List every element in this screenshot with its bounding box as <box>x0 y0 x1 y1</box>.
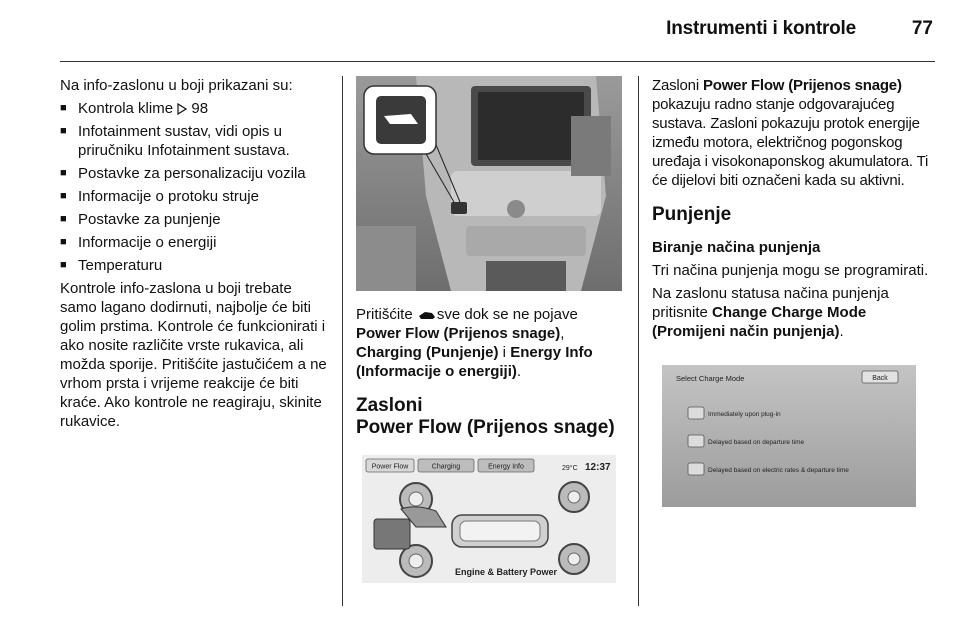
period-text: . <box>839 323 844 340</box>
list-item <box>60 99 328 118</box>
change-charge-mode-ref: Change Charge Mode (Promijeni način punjenja) <box>652 304 867 340</box>
page-reference-icon <box>177 103 187 115</box>
zasloni-text: Zasloni <box>652 77 699 94</box>
screen-title: Select Charge Mode <box>676 374 745 383</box>
intro-text: Na info-zaslonu u boji prikazani su: <box>60 77 293 94</box>
option-label: Delayed based on departure time <box>708 439 805 446</box>
page-number: 77 <box>911 18 933 39</box>
charge-mode-screen-image <box>662 365 916 507</box>
column-2 <box>356 76 626 589</box>
column-1 <box>60 76 328 435</box>
section-heading-punjenje: Punjenje <box>652 204 732 225</box>
column-3 <box>652 76 938 507</box>
header-divider <box>60 61 935 62</box>
and-text: i <box>502 344 507 361</box>
option-label: Delayed based on electric rates & departure time <box>708 467 849 474</box>
zasloni-description: pokazuju radno stanje odgovarajućeg sustava. Zasloni pokazuju protok energije između motora, električnog pogonskog uređaja i visokonaponskog akumulatora. Ti će dijelovi biti označeni kada su aktivni. <box>652 96 929 189</box>
section-heading <box>356 395 626 439</box>
subheading: Biranje načina punjenja <box>652 239 821 256</box>
engine-icon <box>374 519 410 549</box>
tab-energy-info-label: Energy Info <box>488 463 524 471</box>
column-divider-right <box>638 76 639 606</box>
heading-line-2: Power Flow (Prijenos snage) <box>356 417 615 438</box>
period-text: . <box>516 363 522 380</box>
charging-ref: Charging (Punjenje) <box>356 344 499 361</box>
page-header-title: Instrumenti i kontrole <box>666 18 856 39</box>
center-console-photo <box>356 76 622 291</box>
screen-temperature: 29°C <box>562 465 578 472</box>
list-item: ■ Informacije o energiji <box>60 233 328 252</box>
power-flow-ref: Power Flow (Prijenos snage) <box>356 325 561 342</box>
column-divider-left <box>342 76 343 606</box>
comma-text: , <box>560 325 565 342</box>
energy-info-ref: Energy Info (Informacije o energiji) <box>356 344 593 380</box>
usage-paragraph: Kontrole info-zaslona u boji trebate samo lagano dodirnuti, najbolje će biti golim prstima. Kontrole će funkcionirati i ako nosite različite vrste rukavica, ali možda sporije. Pritišćite jastučićem a ne vrhom prsta i vrijeme reakcije će biti kraće. Ako kontrole ne reagiraju, skinite rukavice. <box>60 280 327 430</box>
heading-line-1: Zasloni <box>356 395 423 416</box>
power-flow-ref: Power Flow (Prijenos snage) <box>702 77 902 94</box>
back-button-label: Back <box>872 375 888 382</box>
car-button-icon <box>417 309 437 321</box>
list-item: ■ Temperaturu <box>60 256 328 275</box>
list-item-text: Kontrola klime <box>78 100 174 117</box>
option-checkbox <box>688 463 704 475</box>
feature-list <box>60 99 328 275</box>
press-text-end: sve dok se ne pojave <box>436 306 578 323</box>
tab-charging-label: Charging <box>431 463 461 471</box>
press-text-start: Pritišćite <box>356 306 413 323</box>
power-flow-screen-image <box>356 449 622 589</box>
option-checkbox <box>688 435 704 447</box>
list-item: ■ Informacije o protoku struje <box>60 187 328 206</box>
tab-power-flow-label: Power Flow <box>371 463 409 471</box>
option-checkbox <box>688 407 704 419</box>
screens-description <box>652 76 938 190</box>
screen-caption: Engine & Battery Power <box>454 567 558 577</box>
charge-paragraph-2 <box>652 284 938 341</box>
list-item: ■ Postavke za personalizaciju vozila <box>60 164 328 183</box>
press-instruction <box>356 305 626 381</box>
charge-paragraph-1: Tri načina punjenja mogu se programirati. <box>652 262 929 279</box>
list-item: ■ Postavke za punjenje <box>60 210 328 229</box>
page-reference[interactable]: 98 <box>191 100 209 117</box>
charge-instruction: Na zaslonu statusa načina punjenja pritisnite <box>652 285 889 321</box>
screen-time: 12:37 <box>585 462 611 473</box>
option-label: Immediately upon plug-in <box>708 411 781 418</box>
list-item: ■ Infotainment sustav, vidi opis u priručniku Infotainment sustava. <box>60 122 328 160</box>
